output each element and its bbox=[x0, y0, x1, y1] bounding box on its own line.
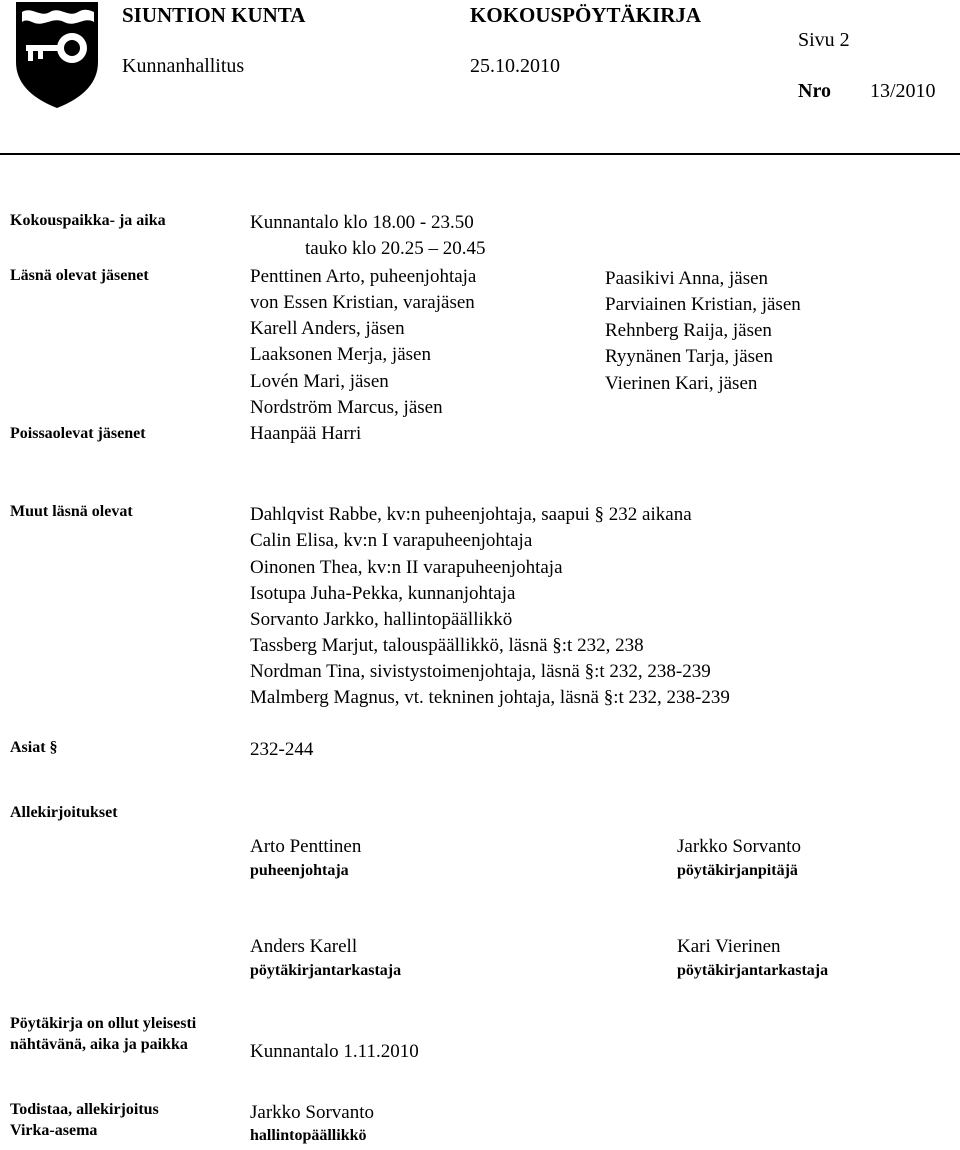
signatory-role: pöytäkirjanpitäjä bbox=[677, 862, 798, 879]
certifier-role: hallintopäällikkö bbox=[250, 1127, 367, 1144]
present-member-left: Karell Anders, jäsen bbox=[250, 318, 405, 339]
meeting-date: 25.10.2010 bbox=[470, 55, 560, 77]
present-member-left: Penttinen Arto, puheenjohtaja bbox=[250, 266, 477, 287]
signatory-name: Anders Karell bbox=[250, 936, 358, 957]
other-attendee: Isotupa Juha-Pekka, kunnanjohtaja bbox=[250, 583, 516, 604]
nro-label: Nro bbox=[798, 80, 831, 102]
present-member-left: Laaksonen Merja, jäsen bbox=[250, 344, 431, 365]
position-label: Virka-asema bbox=[10, 1122, 98, 1139]
present-label: Läsnä olevat jäsenet bbox=[10, 267, 149, 284]
present-member-right: Ryynänen Tarja, jäsen bbox=[605, 346, 773, 367]
other-attendee: Oinonen Thea, kv:n II varapuheenjohtaja bbox=[250, 557, 563, 578]
other-attendee: Calin Elisa, kv:n I varapuheenjohtaja bbox=[250, 530, 533, 551]
header-divider bbox=[0, 153, 960, 155]
present-member-right: Vierinen Kari, jäsen bbox=[605, 373, 758, 394]
public-display-value: Kunnantalo 1.11.2010 bbox=[250, 1041, 419, 1062]
document-type: KOKOUSPÖYTÄKIRJA bbox=[470, 3, 702, 27]
signatory-role: puheenjohtaja bbox=[250, 862, 349, 879]
meeting-place-line2: tauko klo 20.25 – 20.45 bbox=[305, 238, 486, 259]
municipality-name: SIUNTION KUNTA bbox=[122, 3, 306, 27]
items-value: 232-244 bbox=[250, 739, 314, 760]
others-label: Muut läsnä olevat bbox=[10, 503, 133, 520]
certify-label: Todistaa, allekirjoitus bbox=[10, 1101, 159, 1118]
meeting-place-line1: Kunnantalo klo 18.00 - 23.50 bbox=[250, 212, 474, 233]
present-member-right: Paasikivi Anna, jäsen bbox=[605, 268, 769, 289]
signatory-name: Arto Penttinen bbox=[250, 836, 362, 857]
certifier-name: Jarkko Sorvanto bbox=[250, 1102, 375, 1123]
present-member-left: Lovén Mari, jäsen bbox=[250, 371, 389, 392]
signatory-role: pöytäkirjantarkastaja bbox=[250, 962, 402, 979]
nro-value: 13/2010 bbox=[870, 80, 936, 102]
coat-of-arms-icon bbox=[14, 0, 100, 110]
public-display-label: Pöytäkirja on ollut yleisesti bbox=[10, 1015, 197, 1032]
public-display-label: nähtävänä, aika ja paikka bbox=[10, 1036, 188, 1053]
items-label: Asiat § bbox=[10, 739, 58, 756]
meeting-body: Kunnanhallitus bbox=[122, 55, 245, 77]
other-attendee: Nordman Tina, sivistystoimenjohtaja, läsnä §:t 232, 238-239 bbox=[250, 661, 711, 682]
other-attendee: Sorvanto Jarkko, hallintopäällikkö bbox=[250, 609, 513, 630]
other-attendee: Tassberg Marjut, talouspäällikkö, läsnä §:t 232, 238 bbox=[250, 635, 644, 656]
other-attendee: Malmberg Magnus, vt. tekninen johtaja, läsnä §:t 232, 238-239 bbox=[250, 687, 730, 708]
present-member-left: Nordström Marcus, jäsen bbox=[250, 397, 443, 418]
signatory-name: Kari Vierinen bbox=[677, 936, 781, 957]
page-number: Sivu 2 bbox=[798, 29, 850, 51]
meeting-place-label: Kokouspaikka- ja aika bbox=[10, 212, 166, 229]
absent-label: Poissaolevat jäsenet bbox=[10, 425, 146, 442]
signatory-name: Jarkko Sorvanto bbox=[677, 836, 802, 857]
signatures-label: Allekirjoitukset bbox=[10, 804, 118, 821]
signatory-role: pöytäkirjantarkastaja bbox=[677, 962, 829, 979]
present-member-right: Parviainen Kristian, jäsen bbox=[605, 294, 801, 315]
present-member-right: Rehnberg Raija, jäsen bbox=[605, 320, 772, 341]
present-member-left: von Essen Kristian, varajäsen bbox=[250, 292, 475, 313]
absent-member: Haanpää Harri bbox=[250, 423, 362, 444]
other-attendee: Dahlqvist Rabbe, kv:n puheenjohtaja, saapui § 232 aikana bbox=[250, 504, 692, 525]
